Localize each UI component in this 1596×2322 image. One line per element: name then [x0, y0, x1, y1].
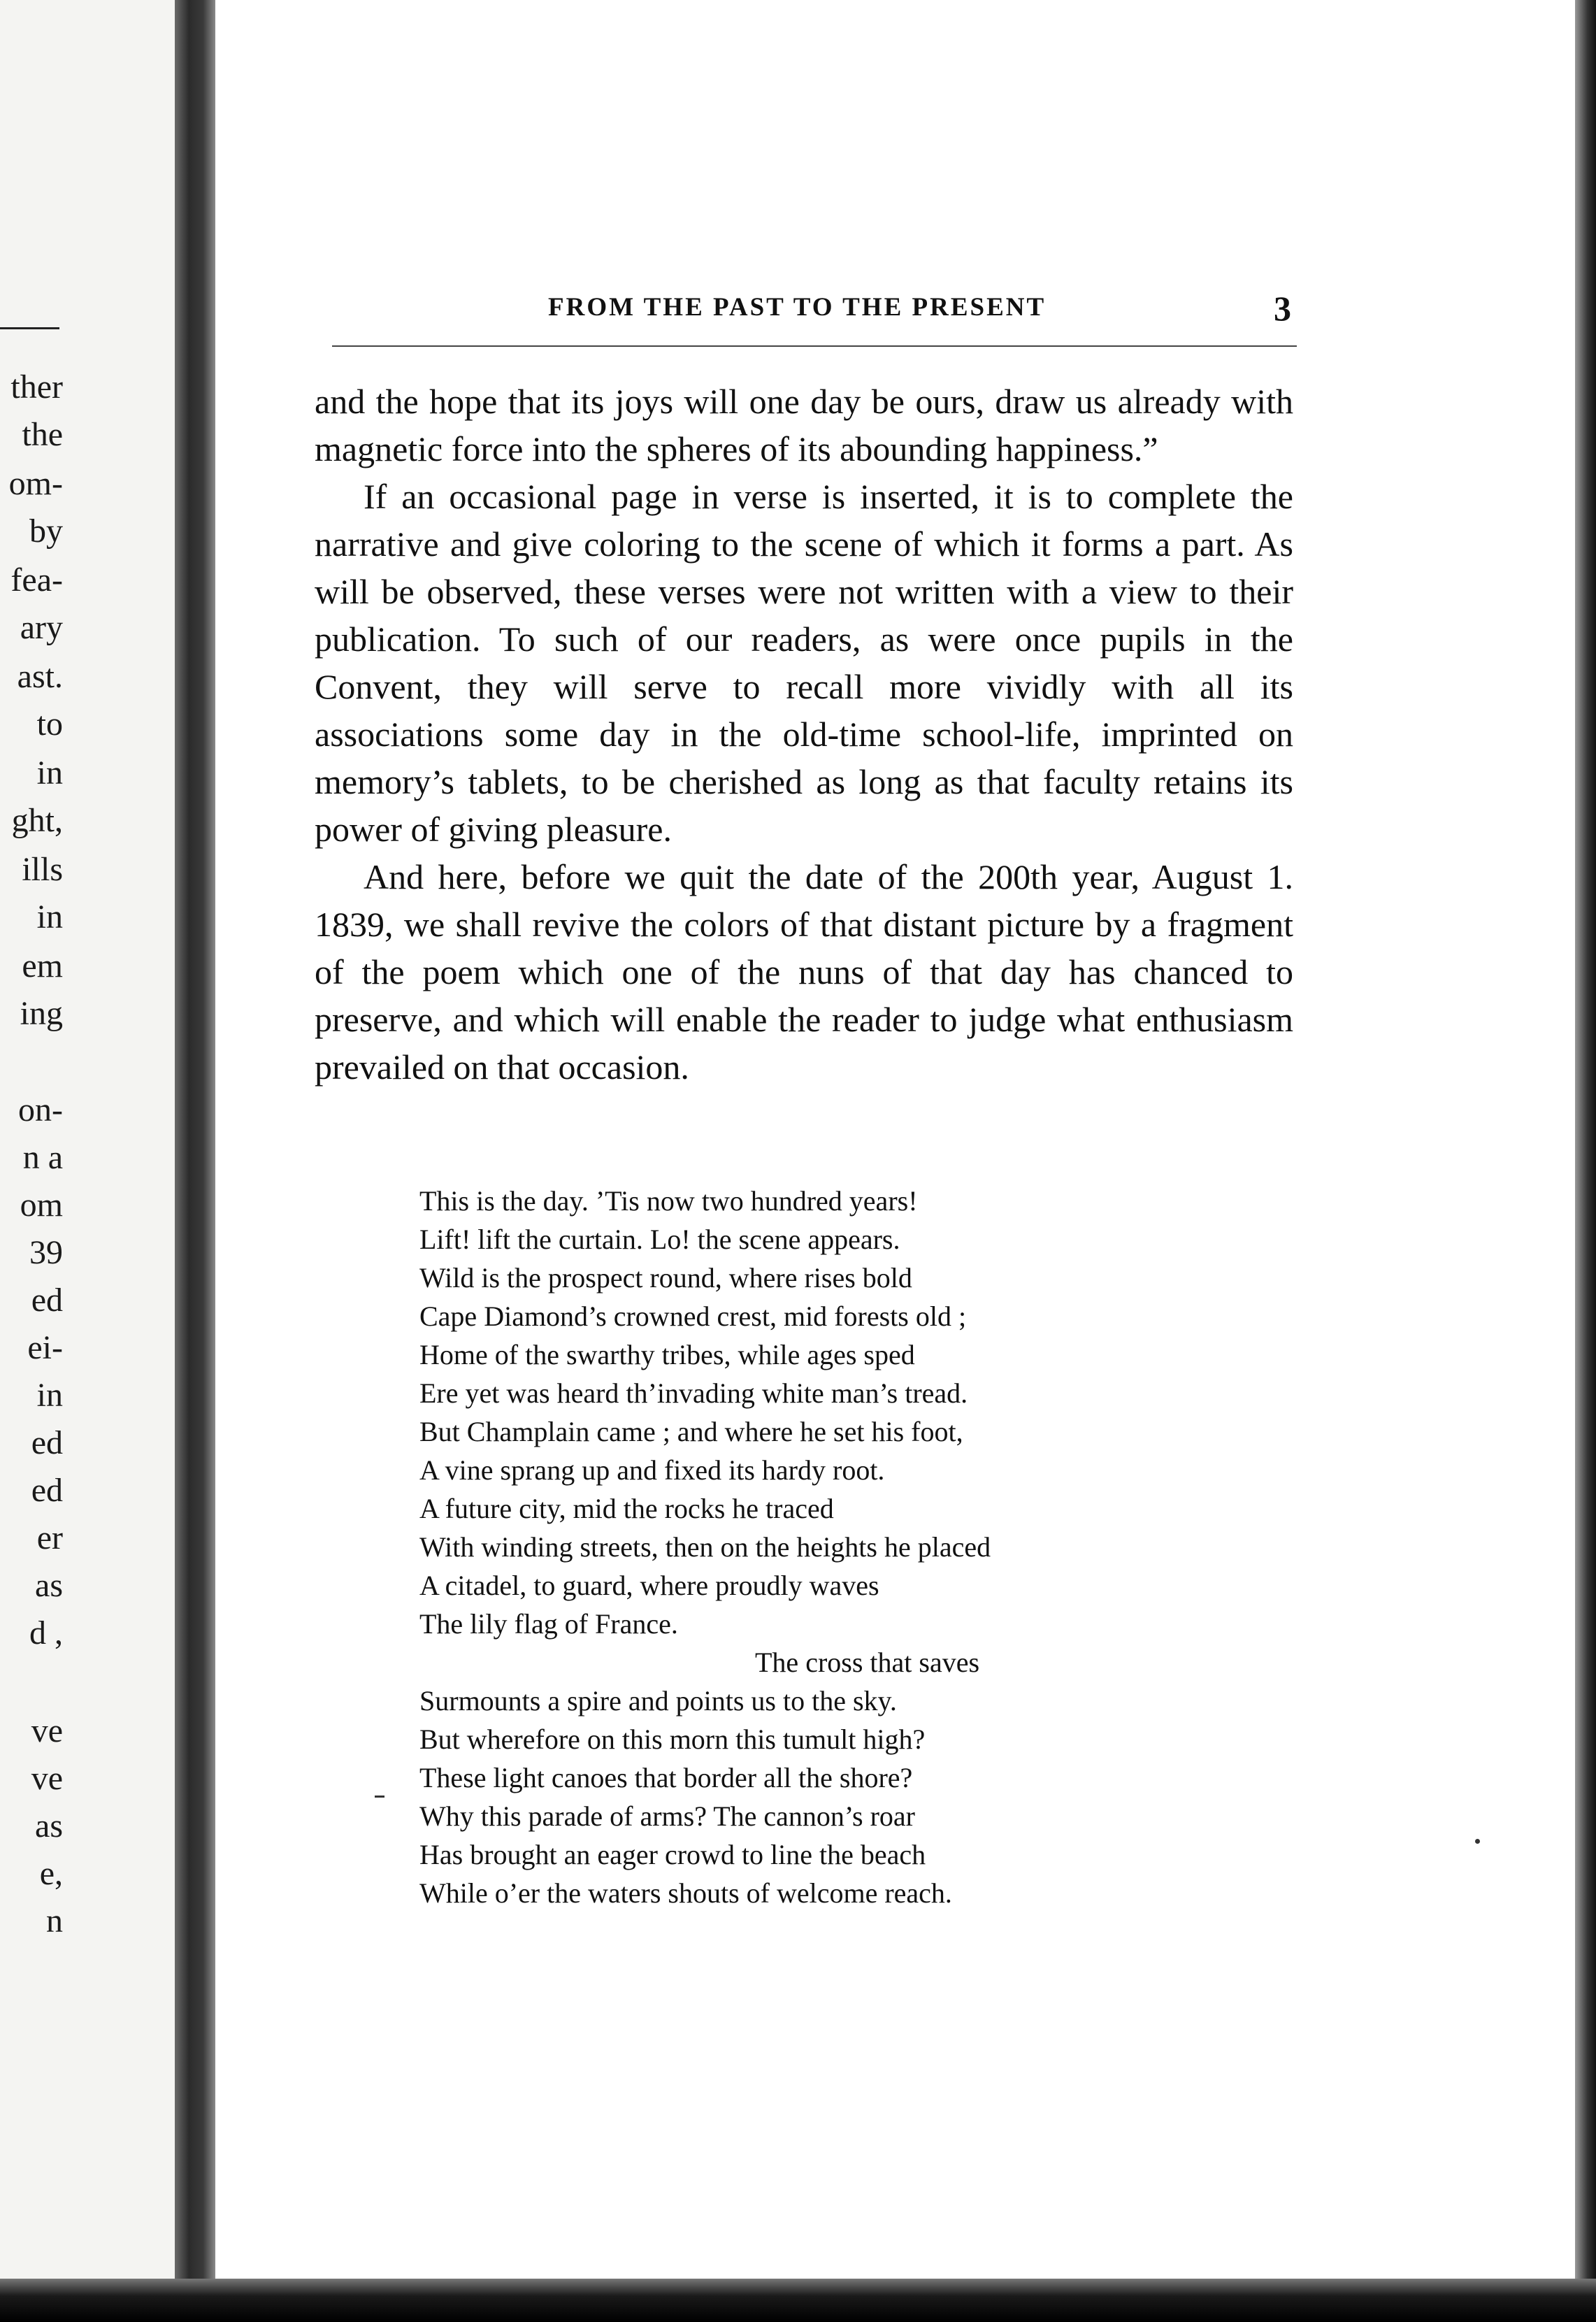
facing-page-fragment: em: [22, 947, 63, 984]
facing-page-fragment: d ,: [29, 1614, 63, 1651]
poem-line: A future city, mid the rocks he traced: [419, 1493, 834, 1524]
facing-page-fragment: n: [46, 1902, 63, 1940]
facing-page-fragment: ed: [31, 1472, 63, 1509]
poem-line: With winding streets, then on the heights he placed: [419, 1531, 991, 1563]
poem-line: A citadel, to guard, where proudly waves: [419, 1570, 879, 1601]
facing-page-fragment: as: [35, 1567, 63, 1604]
poem-line: Ere yet was heard th’invading white man’s tread.: [419, 1377, 968, 1409]
running-head: FROM THE PAST TO THE PRESENT: [548, 293, 1047, 322]
facing-page-fragment: ve: [31, 1712, 63, 1749]
scan-speck: [1475, 1839, 1480, 1844]
poem-excerpt: [419, 1182, 1223, 1912]
facing-page-fragment: in: [36, 898, 63, 936]
facing-page-fragment: om: [20, 1187, 63, 1224]
poem-line: The cross that saves: [755, 1647, 980, 1678]
page-bottom-edge: [0, 2279, 1596, 2322]
facing-page-fragment: in: [36, 1377, 63, 1414]
facing-page-fragment: ght,: [11, 802, 63, 839]
body-text: [315, 378, 1293, 1091]
poem-line: But Champlain came ; and where he set his foot,: [419, 1416, 963, 1447]
facing-page-fragment: as: [35, 1807, 63, 1844]
facing-page-fragment: ing: [20, 995, 63, 1032]
page-right-edge: [1575, 0, 1596, 2322]
poem-line: A vine sprang up and fixed its hardy root.: [419, 1454, 885, 1486]
facing-page-fragment: on-: [18, 1091, 63, 1128]
header-rule: [332, 345, 1297, 347]
poem-line: Home of the swarthy tribes, while ages sped: [419, 1339, 915, 1370]
facing-page-fragment: n a: [22, 1139, 63, 1176]
poem-line: The lily flag of France.: [419, 1608, 678, 1640]
poem-line: This is the day. ’Tis now two hundred years!: [419, 1185, 918, 1217]
poem-line: But wherefore on this morn this tumult high?: [419, 1723, 926, 1755]
facing-page-fragment: to: [36, 705, 63, 743]
facing-page-fragment: fea-: [10, 561, 63, 599]
facing-page-rule: [0, 327, 59, 329]
poem-line: Lift! lift the curtain. Lo! the scene appears.: [419, 1224, 900, 1255]
poem-line: Surmounts a spire and points us to the sky.: [419, 1685, 897, 1717]
facing-page-fragment: by: [29, 513, 63, 550]
poem-line: Wild is the prospect round, where rises bold: [419, 1262, 912, 1293]
facing-page: [0, 0, 175, 2322]
scan-mark: [375, 1796, 384, 1798]
facing-page-fragment: ills: [22, 851, 63, 888]
poem-line: These light canoes that border all the shore?: [419, 1762, 913, 1793]
paragraph-continued: and the hope that its joys will one day be ours, draw us already with magnetic force into the spheres of its abounding happiness.”: [315, 382, 1293, 468]
facing-page-fragment: in: [36, 754, 63, 791]
facing-page-fragment: er: [36, 1519, 63, 1556]
poem-line: Cape Diamond’s crowned crest, mid forests old ;: [419, 1300, 967, 1332]
poem-line: Why this parade of arms? The cannon’s roar: [419, 1800, 916, 1832]
facing-page-fragment: ve: [31, 1760, 63, 1797]
poem-line: Has brought an eager crowd to line the beach: [419, 1839, 926, 1870]
facing-page-fragment: e,: [39, 1855, 63, 1892]
facing-page-fragment: ast.: [17, 658, 63, 695]
facing-page-fragment: 39: [29, 1234, 63, 1271]
facing-page-fragment: om-: [8, 465, 63, 502]
facing-page-fragment: ary: [20, 609, 63, 646]
book-gutter: [175, 0, 215, 2322]
poem-line: While o’er the waters shouts of welcome reach.: [419, 1877, 952, 1909]
facing-page-fragment: ed: [31, 1424, 63, 1461]
paragraph: If an occasional page in verse is inserted, it is to complete the narrative and give coloring to the scene of which it forms a part. As will be observed, these verses were not written with a view to their publication. To such of our readers, as were once pupils in the Convent, they will serve to recall more vividly with all its associations some day in the old-time school-life, imprinted on memory’s tablets, to be cherished as long as that faculty retains its power of giving pleasure.: [315, 477, 1293, 849]
facing-page-fragment: ther: [10, 368, 63, 406]
facing-page-fragment: ed: [31, 1282, 63, 1319]
page-number: 3: [1274, 289, 1291, 328]
facing-page-fragment: the: [22, 416, 63, 453]
facing-page-fragment: ei-: [27, 1329, 63, 1366]
paragraph: And here, before we quit the date of the 200th year, August 1. 1839, we shall revive the colors of that distant picture by a fragment of the poem which one of the nuns of that day has chanced to preserve, and which will enable the reader to judge what enthusiasm prevailed on that occasion.: [315, 857, 1293, 1087]
